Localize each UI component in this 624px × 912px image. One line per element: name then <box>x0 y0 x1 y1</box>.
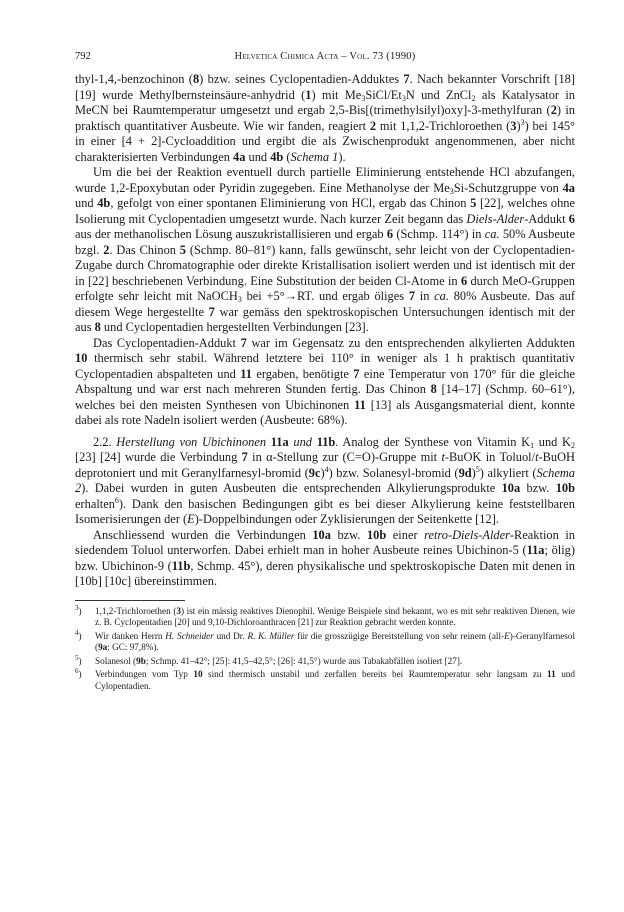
paragraph-2: Um die bei der Reaktion eventuell durch partielle Eliminierung entstehende HCl abzufangen, wurde 1,2-Epoxybutan oder Pyridin zugegeben. Eine Methanolyse der $Me_3Si$-Schutzgruppe von 4a und 4b, gefolgt von einer spontanen Eliminierung von HCl, ergab das Chinon 5 [22], welches ohne Isolierung mit Cyclopentadien umgesetzt wurde. Nach kurzer Zeit begann das Diels-Alder-Addukt 6 aus der methanolischen Lösung auszukristallisieren und ergab 6 (Schmp. 114°) in ca. 50% Ausbeute bzgl. 2. Das Chinon 5 (Schmp. 80–81°) kann, falls gewünscht, sehr leicht von der Cyclopentadien-Zugabe durch Chromatographie oder direkte Kristallisation isoliert werden und ist identisch mit der in [22] beschriebenen Verbindung. Eine Substitution der beiden Cl-Atome in 6 durch MeO-Gruppen erfolgte sehr leicht mit NaOCH$_3$ bei +5°→RT. und ergab öliges 7 in ca. 80% Ausbeute. Das auf diesem Wege hergestellte 7 war gemäss den spektroskopischen Untersuchungen identisch mit der aus 8 und Cyclopentadien hergestellten Verbindungen [23]. <box>75 165 576 334</box>
paragraph-1: thyl-1,4,-benzochinon (8) bzw. seines Cyclopentadien-Adduktes 7. Nach bekannter Vorschrift [18] [19] wurde Methylbernsteinsäure-anhydrid (1) mit $Me_3SiCl/Et_3N$ und ZnCl$_2$ als Katalysator in MeCN bei Raumtemperatur umgesetzt und ergab 2,5-Bis[(trimethylsilyl)oxy]-3-methylfuran (2) in praktisch quantitativer Ausbeute. Wie wir fanden, reagiert 2 mit 1,1,2-Trichloroethen $(3)^3$) bei 145° in einer [4 + 2]-Cycloaddition und ergibt die als Zwischenprodukt angenommenen, aber nicht charakterisierten Verbindungen 4a und 4b (Schema 1). <box>75 72 575 164</box>
footnote-ref-6: 6 <box>114 495 119 505</box>
footnote-divider <box>75 600 185 601</box>
footnote-ref-5: 5 <box>475 464 480 474</box>
footnote-marker: $^3$) <box>75 603 82 616</box>
footnote-ref-3: 3 <box>520 117 525 127</box>
footnote-5: $^5$) Solanesol (9b; Schmp. 41–42°; [25]: 41,5–42,5°; [26]: 41,5°) wurde aus Tabakabfällen isoliert [27]. <box>75 653 463 666</box>
page-header <box>75 50 575 64</box>
running-head: Helvetica Chimica Acta – Vol. 73 (1990) <box>234 51 416 62</box>
footnote-3: $^3$) 1,1,2-Trichloroethen (3) ist ein mässig reaktives Dienophil. Wenige Beispiele sind bekannt, wo es mit sehr reaktiven Dienen, wie z. B. Cyclopentadien [20] und 9,10-Dichloroanthracen [21] zur Reaktion gebracht werden konnte. <box>75 603 575 627</box>
footnote-ref-4: 4 <box>324 464 329 474</box>
footnote-6: $^6$) Verbindungen vom Typ 10 sind thermisch unstabil und zerfallen bereits bei Raumtemperatur sehr langsam zu 11 und Cylopentadien. <box>75 667 575 691</box>
article-body <box>75 72 575 694</box>
footnote-marker: $^4$) <box>75 628 82 641</box>
section-2-2-paragraph: 2.2. Herstellung von Ubichinonen 11a und 11b. Analog der Synthese von Vitamin $K_1$ und $K_2$ [23] [24] wurde die Verbindung 7 in α-Stellung zur (C=O)-Gruppe mit t-BuOK in Toluol/t-BuOH deprotoniert und mit Geranylfarnesyl-bromid $(9c)^4$) bzw. Solanesyl-bromid $(9d)^5$) alkyliert (Schema 2). Dabei wurden in guten Ausbeuten die entsprechenden Alkylierungsprodukte 10a bzw. 10b erhalten$^6$). Dank den basischen Bedingungen gibt es bei dieser Alkylierung keine feststellbaren Isomerisierungen der (E)-Doppelbindungen oder Zyklisierungen der Seitenkette [12]. <box>75 434 575 526</box>
paragraph-3: Das Cyclopentadien-Addukt 7 war im Gegensatz zu den entsprechenden alkylierten Addukten 10 thermisch sehr stabil. Während letztere bei 110° in weniger als 1 h praktisch quantitativ Cyclopentadien abspalteten und 11 ergaben, benötigte 7 eine Temperatur von 170° für die gleiche Abspaltung und war erst nach mehreren Stunden fertig. Das Chinon 8 [14–17] (Schmp. 60–61°), welches bei den meisten Synthesen von Ubichinonen 11 [13] als Ausgangsmaterial dient, konnte dabei als rote Nadeln isoliert werden (Ausbeute: 68%). <box>75 335 575 427</box>
section-heading: Herstellung von Ubichinonen <box>116 434 267 449</box>
paragraph-5: Anschliessend wurden die Verbindungen 10a bzw. 10b einer retro-Diels-Alder-Reaktion in siedendem Toluol unterworfen. Dabei erhielt man in hoher Ausbeute reines Ubichinon-5 (11a; ölig) bzw. Ubichinon-9 (11b, Schmp. 45°), deren physikalische und spektroskopische Daten mit denen in [10b] [10c] übereinstimmen. <box>75 527 575 588</box>
page-number: 792 <box>75 51 91 62</box>
footnote-marker: $^5$) <box>75 653 82 666</box>
footnote-4: $^4$) Wir danken Herrn H. Schneider und Dr. R. K. Müller für die grosszügige Bereitstellung von sehr reinem (all-E)-Geranylfarnesol (9a; GC: 97,8%). <box>75 628 576 652</box>
footnote-marker: $^6$) <box>75 667 82 679</box>
scheme-ref: Schema 1 <box>290 149 339 164</box>
